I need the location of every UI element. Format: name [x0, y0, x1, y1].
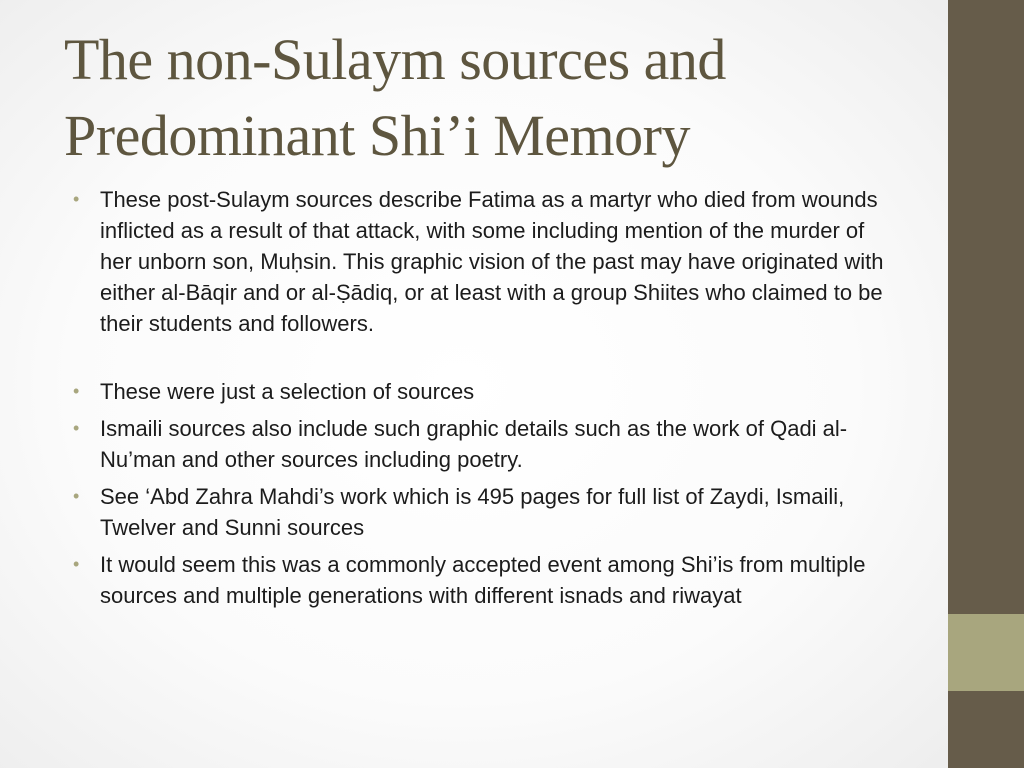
list-item — [72, 413, 902, 475]
bullet-text: These post-Sulaym sources describe Fatima as a martyr who died from wounds inflicted as a result of that attack, with some including mention of the murder of her unborn son, Muḥsin. This graphic vision of the past may have originated with either al-Bāqir and or al-Ṣādiq, or at least with a group Shiites who claimed to be their students and followers. — [100, 187, 884, 336]
bullet-icon: • — [73, 486, 80, 506]
bullet-icon: • — [73, 554, 80, 574]
bullet-text: These were just a selection of sources — [100, 379, 475, 404]
bullet-text: Ismaili sources also include such graphic details such as the work of Qadi al-Nu’man and other sources including poetry. — [100, 416, 848, 472]
bullet-icon: • — [73, 189, 80, 209]
bullet-icon: • — [73, 418, 80, 438]
list-item — [72, 376, 902, 407]
side-accent-block — [948, 614, 1024, 691]
bullet-icon: • — [73, 381, 80, 401]
bullet-text: It would seem this was a commonly accepted event among Shi’is from multiple sources and multiple generations with different isnads and riwayat — [100, 552, 866, 608]
bullet-list — [72, 184, 902, 611]
slide-title — [64, 22, 924, 174]
bullet-text: See ‘Abd Zahra Mahdi’s work which is 495 pages for full list of Zaydi, Ismaili, Twelver and Sunni sources — [100, 484, 845, 540]
list-item — [72, 184, 902, 339]
list-item — [72, 549, 902, 611]
title-line-1: The non-Sulaym sources and — [64, 27, 726, 92]
list-item — [72, 481, 902, 543]
title-line-2: Predominant Shi’i Memory — [64, 103, 690, 168]
